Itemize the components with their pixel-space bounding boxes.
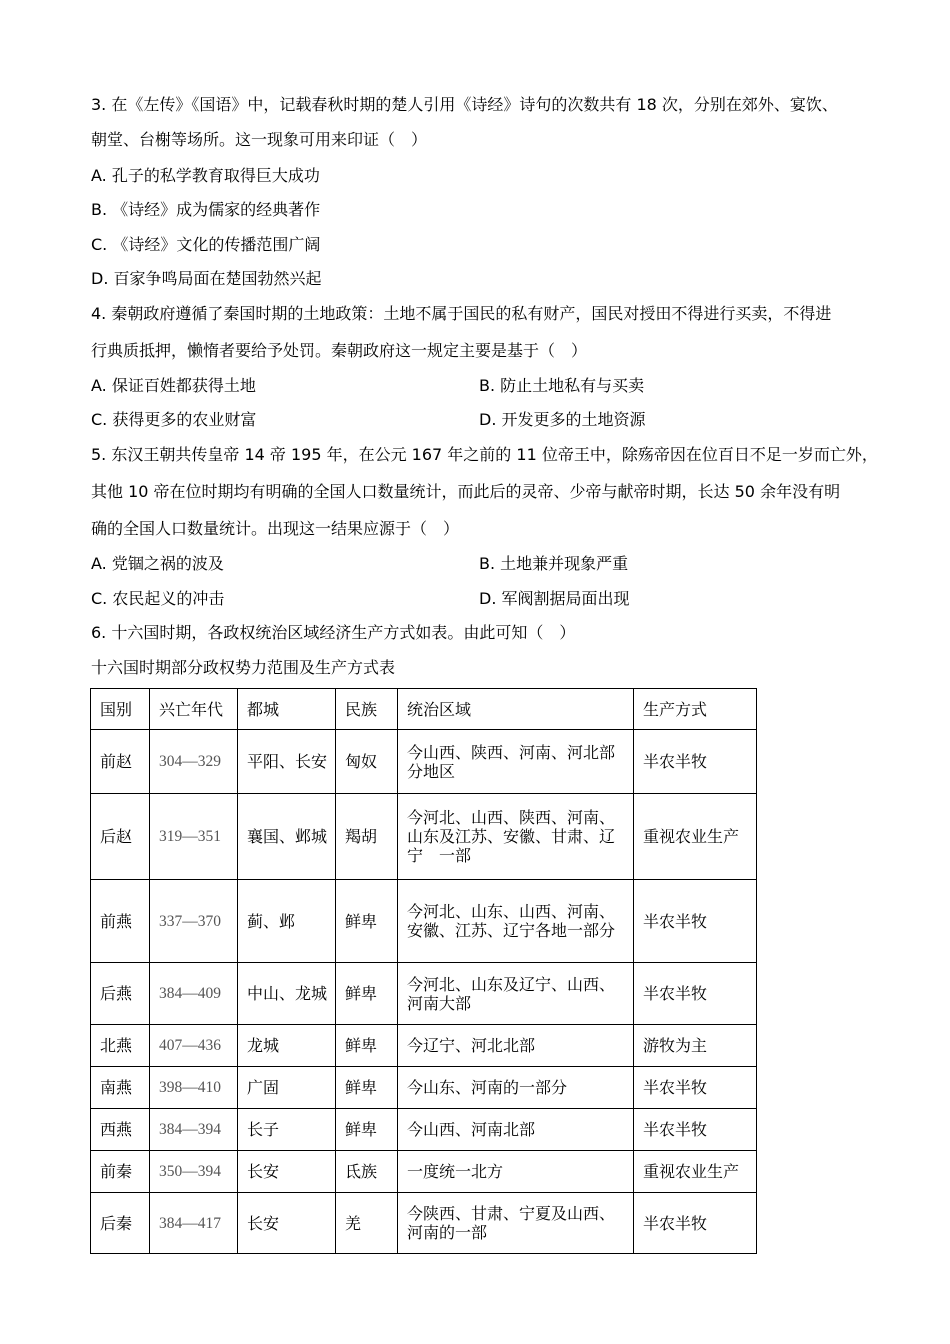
table-cell: 384—409	[150, 963, 238, 1025]
table-cell: 游牧为主	[634, 1025, 757, 1067]
q3-stem-line-2: 朝堂、台榭等场所。这一现象可用来印证（ ）	[91, 130, 428, 149]
table-cell: 龙城	[238, 1025, 336, 1067]
q3-option-a: A. 孔子的私学教育取得巨大成功	[91, 166, 320, 185]
table-cell: 长安	[238, 1193, 336, 1254]
table-cell: 鲜卑	[336, 880, 398, 963]
table-cell: 前燕	[91, 880, 150, 963]
table-cell: 鲜卑	[336, 1025, 398, 1067]
table-cell: 襄国、邺城	[238, 794, 336, 880]
table-cell: 今辽宁、河北北部	[398, 1025, 634, 1067]
table-cell: 长子	[238, 1109, 336, 1151]
table-cell: 南燕	[91, 1067, 150, 1109]
header-cell: 生产方式	[634, 689, 757, 730]
header-cell: 国别	[91, 689, 150, 730]
table-header-row	[91, 689, 757, 730]
q4-option-d: D. 开发更多的土地资源	[479, 410, 646, 429]
table-cell: 半农半牧	[634, 880, 757, 963]
table-cell: 一度统一北方	[398, 1151, 634, 1193]
table-row	[91, 1193, 757, 1254]
table-cell: 重视农业生产	[634, 1151, 757, 1193]
header-cell: 统治区域	[398, 689, 634, 730]
q3-option-b: B. 《诗经》成为儒家的经典著作	[91, 200, 321, 219]
header-cell: 兴亡年代	[150, 689, 238, 730]
table-cell: 北燕	[91, 1025, 150, 1067]
table-cell: 今山东、河南的一部分	[398, 1067, 634, 1109]
q5-option-d: D. 军阀割据局面出现	[479, 589, 630, 608]
regimes-table	[90, 688, 757, 1254]
table-cell: 鲜卑	[336, 963, 398, 1025]
table-cell: 前秦	[91, 1151, 150, 1193]
table-cell: 今山西、陕西、河南、河北部分地区	[398, 730, 634, 794]
q5-stem-line-3: 确的全国人口数量统计。出现这一结果应源于（ ）	[91, 519, 460, 538]
table-row	[91, 1151, 757, 1193]
table-cell: 今河北、山东、山西、河南、安徽、江苏、辽宁各地一部分	[398, 880, 634, 963]
table-cell: 半农半牧	[634, 1193, 757, 1254]
table-cell: 鲜卑	[336, 1067, 398, 1109]
q4-option-a: A. 保证百姓都获得土地	[91, 376, 256, 395]
table-cell: 氐族	[336, 1151, 398, 1193]
table-cell: 今山西、河南北部	[398, 1109, 634, 1151]
q6-stem-line-1: 6. 十六国时期，各政权统治区域经济生产方式如表。由此可知（ ）	[91, 623, 576, 642]
table-cell: 半农半牧	[634, 963, 757, 1025]
header-cell: 都城	[238, 689, 336, 730]
table-cell: 羌	[336, 1193, 398, 1254]
table-cell: 今河北、山东及辽宁、山西、河南大部	[398, 963, 634, 1025]
table-row	[91, 794, 757, 880]
q4-option-c: C. 获得更多的农业财富	[91, 410, 257, 429]
table-row	[91, 1067, 757, 1109]
table-row	[91, 1109, 757, 1151]
q3-stem-line-1: 3. 在《左传》《国语》中，记载春秋时期的楚人引用《诗经》诗句的次数共有 18 次，分别在郊外、宴饮、	[91, 95, 838, 114]
q4-stem-line-2: 行典质抵押，懒惰者要给予处罚。秦朝政府这一规定主要是基于（ ）	[91, 341, 588, 360]
table-cell: 384—394	[150, 1109, 238, 1151]
header-cell: 民族	[336, 689, 398, 730]
q5-stem-line-2: 其他 10 帝在位时期均有明确的全国人口数量统计，而此后的灵帝、少帝与献帝时期，长达 50 余年没有明	[91, 482, 841, 501]
table-cell: 337—370	[150, 880, 238, 963]
q5-option-a: A. 党锢之祸的波及	[91, 554, 224, 573]
table-cell: 今河北、山西、陕西、河南、山东及江苏、安徽、甘肃、辽宁 一部	[398, 794, 634, 880]
table-cell: 407—436	[150, 1025, 238, 1067]
table-cell: 半农半牧	[634, 1109, 757, 1151]
q3-option-c: C. 《诗经》文化的传播范围广阔	[91, 235, 321, 254]
table-row	[91, 1025, 757, 1067]
table-cell: 后赵	[91, 794, 150, 880]
table-cell: 匈奴	[336, 730, 398, 794]
q5-stem-line-1: 5. 东汉王朝共传皇帝 14 帝 195 年，在公元 167 年之前的 11 位帝王中，除殇帝因在位百日不足一岁而亡外，	[91, 445, 878, 464]
table-cell: 羯胡	[336, 794, 398, 880]
table-cell: 重视农业生产	[634, 794, 757, 880]
table-row	[91, 880, 757, 963]
table-cell: 384—417	[150, 1193, 238, 1254]
table-cell: 319—351	[150, 794, 238, 880]
table-cell: 398—410	[150, 1067, 238, 1109]
table-cell: 350—394	[150, 1151, 238, 1193]
table-cell: 蓟、邺	[238, 880, 336, 963]
table-cell: 半农半牧	[634, 1067, 757, 1109]
table-cell: 304—329	[150, 730, 238, 794]
table-cell: 后燕	[91, 963, 150, 1025]
table-row	[91, 730, 757, 794]
table-row	[91, 963, 757, 1025]
q5-option-c: C. 农民起义的冲击	[91, 589, 225, 608]
table-cell: 中山、龙城	[238, 963, 336, 1025]
table-cell: 后秦	[91, 1193, 150, 1254]
table-cell: 西燕	[91, 1109, 150, 1151]
q5-option-b: B. 土地兼并现象严重	[479, 554, 629, 573]
table-cell: 今陕西、甘肃、宁夏及山西、河南的一部	[398, 1193, 634, 1254]
q4-stem-line-1: 4. 秦朝政府遵循了秦国时期的土地政策：土地不属于国民的私有财产，国民对授田不得进行买卖，不得进	[91, 304, 832, 323]
q3-option-d: D. 百家争鸣局面在楚国勃然兴起	[91, 269, 322, 288]
q4-option-b: B. 防止土地私有与买卖	[479, 376, 645, 395]
table-cell: 广固	[238, 1067, 336, 1109]
table-cell: 半农半牧	[634, 730, 757, 794]
table-caption: 十六国时期部分政权势力范围及生产方式表	[91, 658, 396, 677]
table-cell: 鲜卑	[336, 1109, 398, 1151]
table-cell: 平阳、长安	[238, 730, 336, 794]
table-cell: 前赵	[91, 730, 150, 794]
table-cell: 长安	[238, 1151, 336, 1193]
